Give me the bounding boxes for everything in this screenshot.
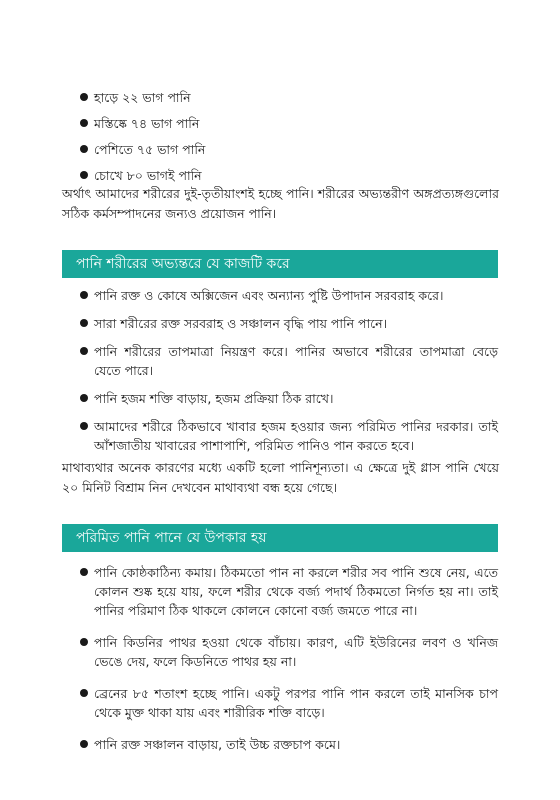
list-item: পানি হজম শক্তি বাড়ায়, হজম প্রক্রিয়া ঠিক রাখে। — [0, 389, 560, 408]
bullet-icon — [80, 689, 88, 697]
list-item: পানি শরীরের তাপমাত্রা নিয়ন্ত্রণ করে। পানির অভাবে শরীরের তাপমাত্রা বেড়ে যেতে পারে। — [0, 342, 560, 380]
intro-paragraph: অর্থাৎ আমাদের শরীরের দুই-তৃতীয়াংশই হচ্ছে পানি। শরীরের অভ্যন্তরীণ অঙ্গপ্রত্যঙ্গগুলোর সঠিক কর্মসম্পাদনের জন্যও প্রয়োজন পানি। — [62, 186, 499, 221]
list-item: হাড়ে ২২ ভাগ পানি — [0, 88, 560, 107]
list-item: ব্রেনের ৮৫ শতাংশ হচ্ছে পানি। একটু পরপর পানি পান করলে তাই মানসিক চাপ থেকে মুক্ত থাকা যায় এবং শারীরিক শক্তি বাড়ে। — [0, 684, 560, 722]
list-item: পেশিতে ৭৫ ভাগ পানি — [0, 140, 560, 159]
section-heading-internal-functions: পানি শরীরের অভ্যন্তরে যে কাজটি করে — [62, 250, 498, 278]
bullet-icon — [80, 119, 88, 127]
list-item: পানি রক্ত ও কোষে অক্সিজেন এবং অন্যান্য পুষ্টি উপাদান সরবরাহ করে। — [0, 286, 560, 305]
bullet-icon — [80, 291, 88, 299]
list-item: চোখে ৮০ ভাগই পানি — [0, 166, 560, 185]
bullet-icon — [80, 394, 88, 402]
bullet-icon — [80, 319, 88, 327]
water-percentage-list — [0, 88, 560, 192]
bullet-icon — [80, 740, 88, 748]
bullet-icon — [80, 145, 88, 153]
list-item: পানি কোষ্ঠকাঠিন্য কমায়। ঠিকমতো পান না করলে শরীর সব পানি শুষে নেয়, এতে কোলন শুষ্ক হয়ে যায়, ফলে শরীর থেকে বর্জ্য পদার্থ ঠিকমতো নির্গত হয় না। তাই পানির পরিমাণ ঠিক থাকলে কোলনে কোনো বর্জ্য জমতে পারে না। — [0, 563, 560, 620]
section-heading-benefits: পরিমিত পানি পানে যে উপকার হয় — [62, 524, 498, 552]
benefits-list — [0, 563, 560, 767]
headache-paragraph: মাথাব্যথার অনেক কারণের মধ্যে একটি হলো পানিশূন্যতা। এ ক্ষেত্রে দুই গ্লাস পানি খেয়ে ২০ মিনিট বিশ্রাম নিন দেখবেন মাথাব্যথা বন্ধ হয়ে গেছে। — [62, 460, 499, 495]
list-item: পানি রক্ত সঞ্চালন বাড়ায়, তাই উচ্চ রক্তচাপ কমে। — [0, 735, 560, 754]
bullet-icon — [80, 347, 88, 355]
bullet-icon — [80, 568, 88, 576]
list-item: পানি কিডনির পাথর হওয়া থেকে বাঁচায়। কারণ, এটি ইউরিনের লবণ ও খনিজ ভেঙে দেয়, ফলে কিডনিতে পাথর হয় না। — [0, 633, 560, 671]
list-item: সারা শরীরের রক্ত সরবরাহ ও সঞ্চালন বৃদ্ধি পায় পানি পানে। — [0, 314, 560, 333]
bullet-icon — [80, 638, 88, 646]
bullet-icon — [80, 93, 88, 101]
list-item: আমাদের শরীরে ঠিকভাবে খাবার হজম হওয়ার জন্য পরিমিত পানির দরকার। তাই আঁশজাতীয় খাবারের পাশাপাশি, পরিমিত পানিও পান করতে হবে। — [0, 417, 560, 455]
bullet-icon — [80, 171, 88, 179]
bullet-icon — [80, 422, 88, 430]
list-item: মস্তিষ্কে ৭৪ ভাগ পানি — [0, 114, 560, 133]
internal-functions-list — [0, 286, 560, 464]
